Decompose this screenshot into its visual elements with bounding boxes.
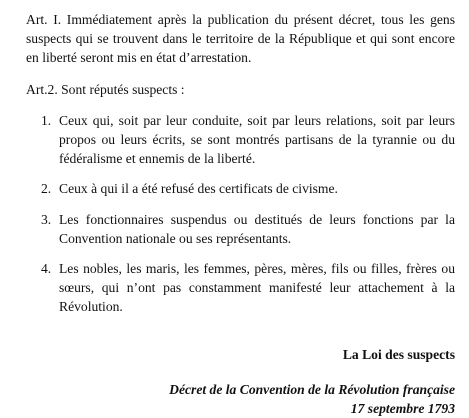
list-item-text: Les nobles, les maris, les femmes, pères, mères, fils ou filles, frères ou sœurs, qui n’ont pas constamment manifesté leur attachement à la Révolution. bbox=[59, 261, 455, 315]
list-item-number: 1. bbox=[41, 112, 52, 128]
list-item-number: 3. bbox=[41, 211, 52, 227]
suspects-list bbox=[26, 111, 455, 317]
list-item-text: Ceux à qui il a été refusé des certificats de civisme. bbox=[59, 181, 338, 197]
law-title-signature: La Loi des suspects bbox=[342, 346, 455, 362]
list-item bbox=[26, 210, 455, 248]
list-item-number: 2. bbox=[41, 181, 52, 197]
article-2-heading: Art.2. Sont réputés suspects : bbox=[26, 81, 185, 97]
list-item bbox=[26, 259, 455, 317]
list-item bbox=[26, 111, 455, 169]
decree-date-line: 17 septembre 1793 bbox=[350, 400, 455, 416]
decree-attribution bbox=[26, 380, 455, 418]
list-item-number: 4. bbox=[41, 261, 52, 277]
list-item-text: Les fonctionnaires suspendus ou destitués de leurs fonctions par la Convention nationale ou ses représentants. bbox=[59, 211, 455, 246]
list-item bbox=[26, 179, 455, 198]
list-item-text: Ceux qui, soit par leur conduite, soit par leurs relations, soit par leurs propos ou leurs écrits, se sont montrés partisans de la tyrannie ou du fédéralisme et ennemis de la liberté. bbox=[59, 112, 455, 167]
decree-source-line: Décret de la Convention de la Révolution française bbox=[169, 381, 455, 397]
article-1-paragraph: Art. I. Immédiatement après la publication du présent décret, tous les gens suspects qui se trouvent dans le territoire de la République et qui sont encore en liberté seront mis en état d’arrestation. bbox=[26, 12, 455, 66]
